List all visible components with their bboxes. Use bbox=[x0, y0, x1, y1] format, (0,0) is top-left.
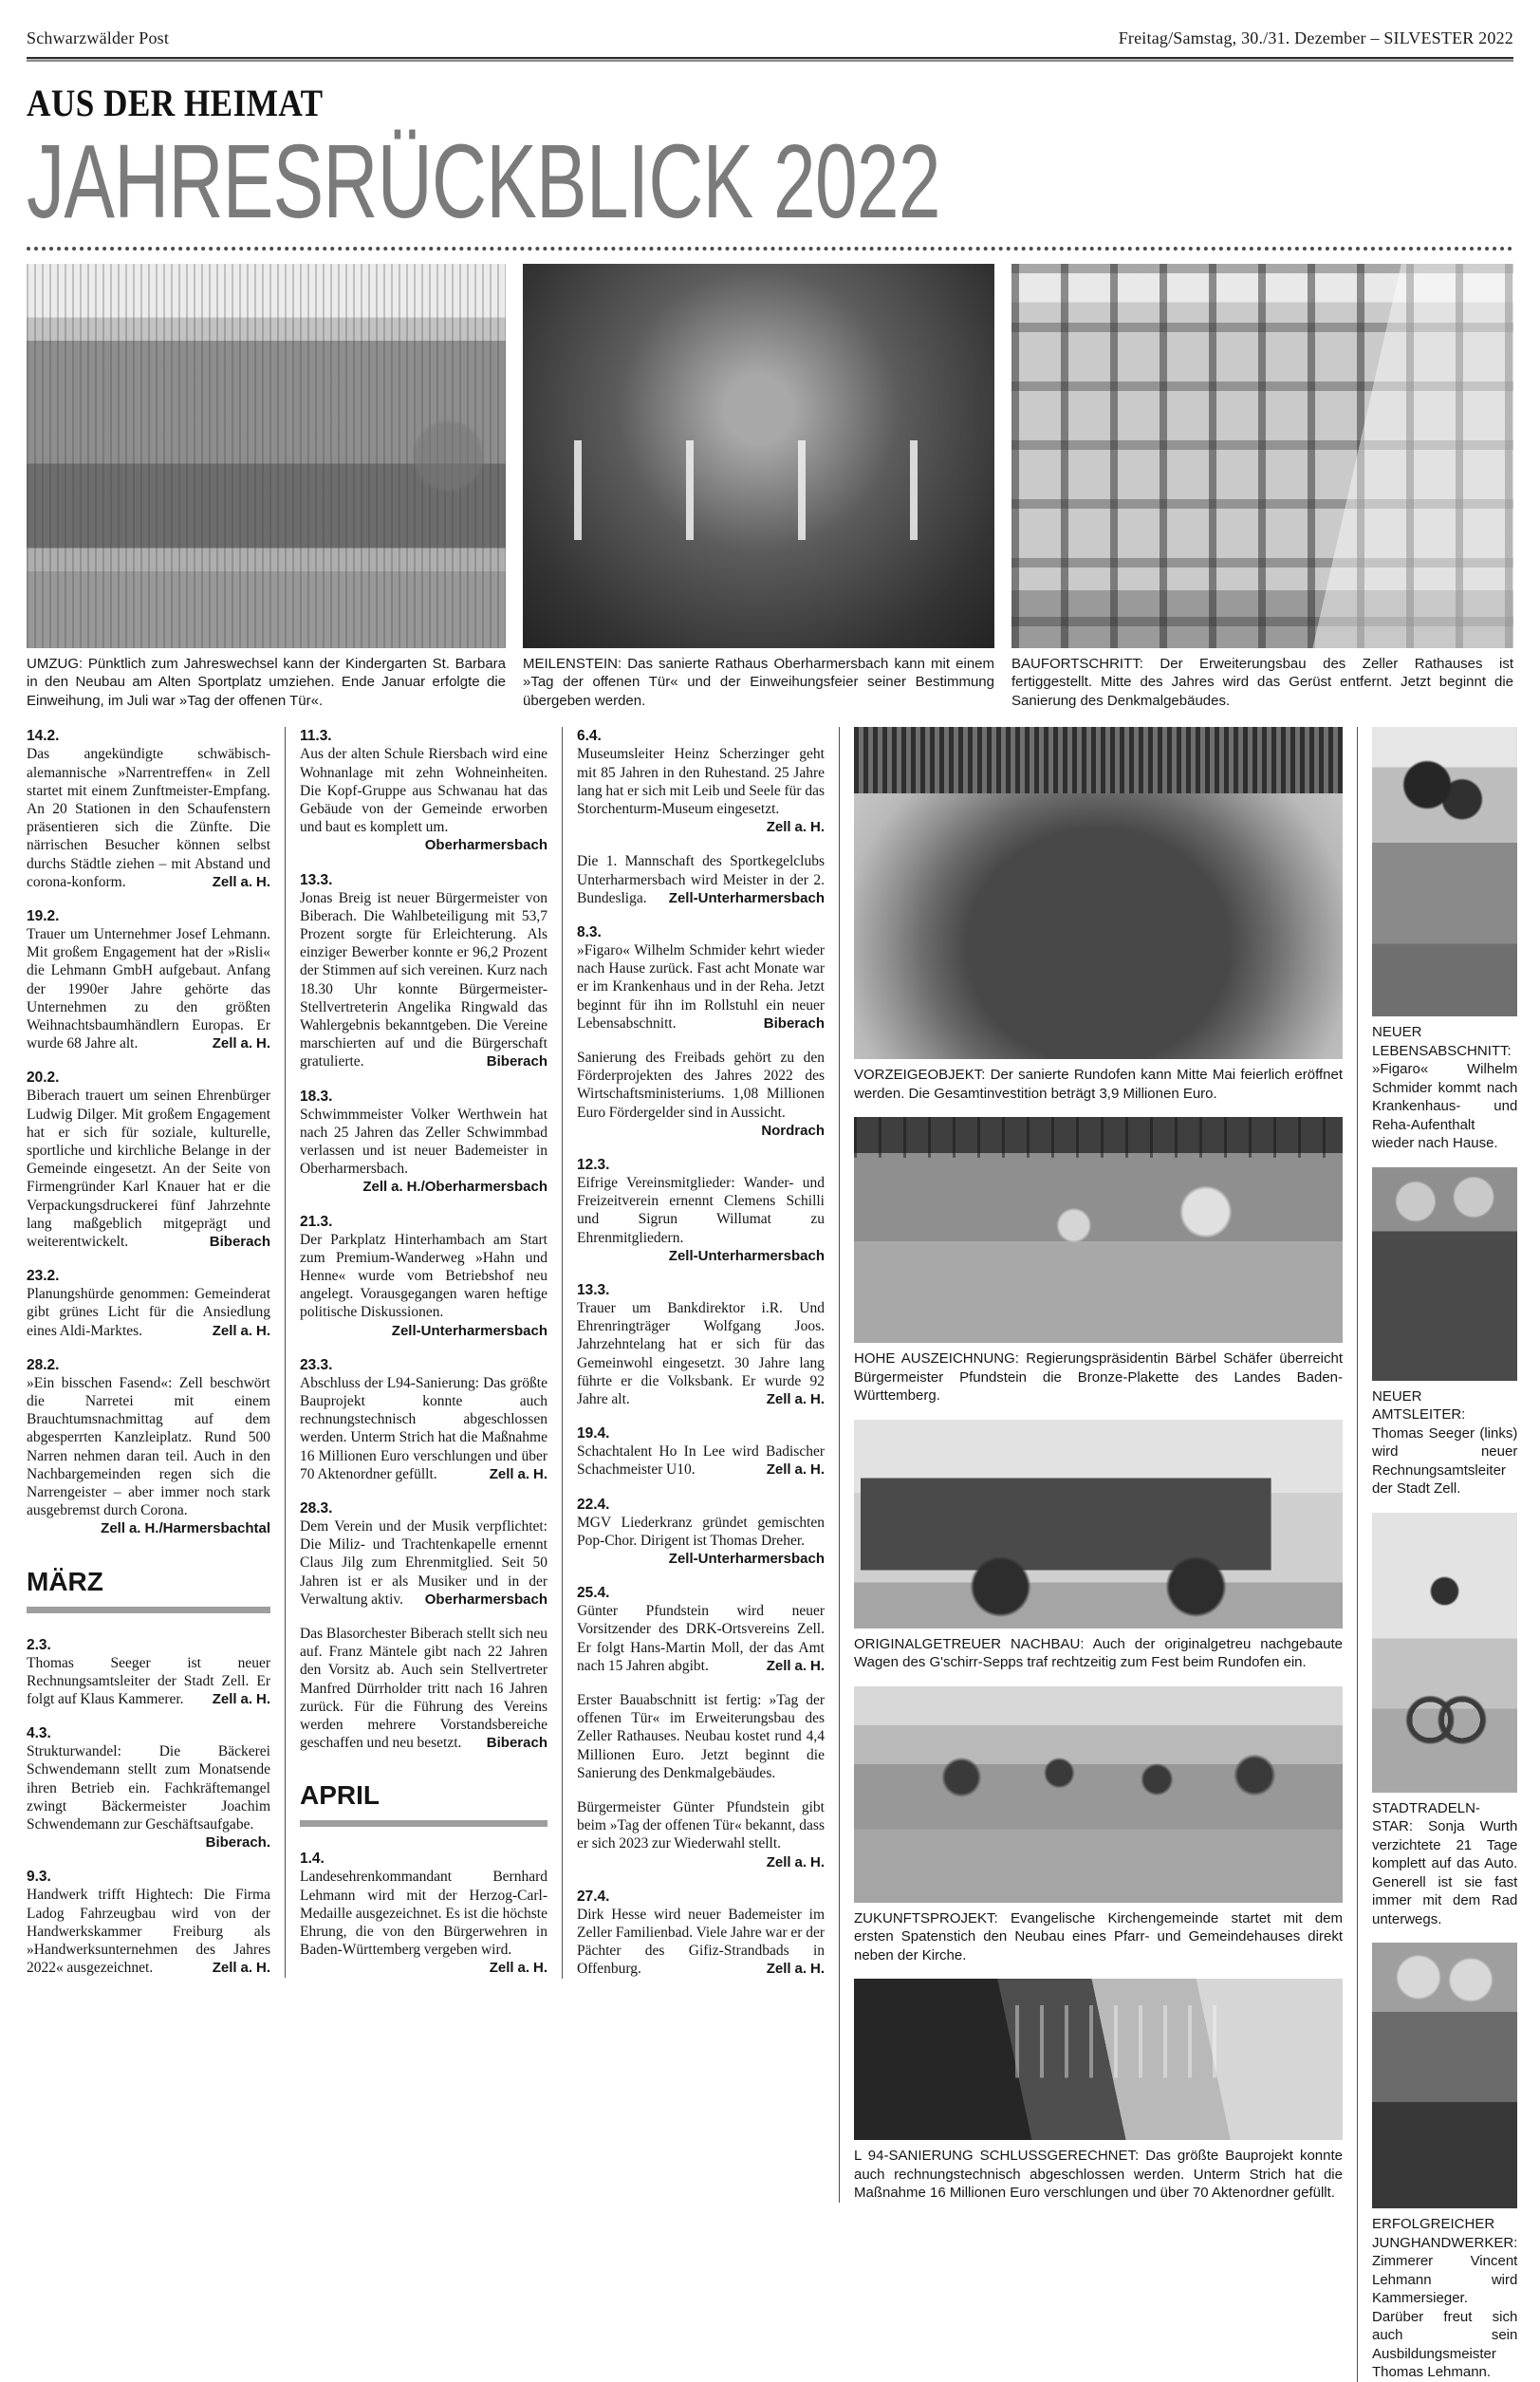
entry-text bbox=[577, 1906, 825, 1979]
entry-text bbox=[577, 1514, 825, 1569]
entry-date: 14.2. bbox=[27, 728, 60, 745]
entry-body: Das Blasorchester Biberach stellt sich neu auf. Franz Mäntele gibt nach 22 Jahren den Vorsitz ab. Auch sein Stellvertreter Manfred Dürrholder tritt nach 16 Jahren zurück. Für die Führung des Vereins werden mehrere Vorstandsbereiche geschaffen und neu besetzt. bbox=[300, 1626, 547, 1752]
entry-body: Landesehrenkommandant Bernhard Lehmann wird mit der Herzog-Carl-Medaille ausgezeichnet. Es ist die höchste Ehrung, die von den Bürgerwehren in Baden-Württemberg vergeben wird. bbox=[300, 1869, 547, 1959]
entry-body: Planungshürde genommen: Gemeinderat gibt grünes Licht für die Ansiedlung eines Aldi-Marktes. bbox=[27, 1286, 270, 1339]
entry-date: 8.3. bbox=[577, 923, 602, 940]
news-entry bbox=[27, 1724, 270, 1852]
photo-caption: ZUKUNFTSPROJEKT: Evangelische Kirchengemeinde startet mit dem ersten Spatenstich den Neubau eines Pfarr- und Gemeindehauses direkt neben der Kirche. bbox=[854, 1909, 1343, 1963]
entry-text bbox=[300, 1517, 547, 1609]
news-entry bbox=[27, 1636, 270, 1709]
news-entry bbox=[577, 1584, 825, 1675]
news-entry bbox=[300, 1213, 547, 1340]
photo-caption: BAUFORTSCHRITT: Der Erweiterungsbau des Zeller Rathauses ist fertiggestellt. Mitte des Jahres wird das Gerüst entfernt. Jetzt beginnt die Sanierung des Denkmalgebäudes. bbox=[1011, 655, 1513, 709]
photo-caption: MEILENSTEIN: Das sanierte Rathaus Oberharmersbach kann mit einem »Tag der offenen Tür« und der Einweihungsfeier seiner Bestimmung übergeben werden. bbox=[523, 655, 994, 709]
entry-body: Schwimmmeister Volker Werthwein hat nach 25 Jahren das Zeller Schwimmbad verlassen und ist neuer Bademeister in Oberharmersbach. bbox=[300, 1106, 547, 1178]
photo-vincent-lehmann-kammersieger bbox=[1372, 1943, 1517, 2208]
entry-body: Eifrige Vereinsmitglieder: Wander- und Freizeitverein ernennt Clemens Schilli und Sigrun Willumat zu Ehrenmitgliedern. bbox=[577, 1174, 825, 1246]
entry-body: Schachtalent Ho In Lee wird Badischer Schachmeister U10. bbox=[577, 1443, 825, 1479]
photo-wilhelm-schmider bbox=[1372, 727, 1517, 1016]
entry-place: Biberach bbox=[763, 1014, 825, 1032]
entry-body: Abschluss der L94-Sanierung: Das größte Bauprojekt konnte auch rechnungstechnisch abgeschlossen werden. Unterm Strich hat die Maßnahme 16 Millionen Euro verschlungen und über 70 Aktenordner gefüllt. bbox=[300, 1374, 547, 1482]
entry-place: Zell a. H. bbox=[212, 1322, 270, 1339]
news-entry bbox=[300, 1088, 547, 1197]
entry-text bbox=[27, 1087, 270, 1251]
entry-date: 13.3. bbox=[300, 871, 333, 888]
entry-date: 23.3. bbox=[300, 1356, 333, 1373]
entry-text bbox=[300, 1106, 547, 1197]
entry-body: Museumsleiter Heinz Scherzinger geht mit 85 Jahren in den Ruhestand. 25 Jahre lang hat er sich mit Leib und Seele für das Storchenturm-Museum eingesetzt. bbox=[577, 746, 825, 817]
entry-place: Zell a. H./Oberharmersbach bbox=[362, 1179, 547, 1196]
entry-date: 22.4. bbox=[577, 1496, 610, 1513]
entry-text bbox=[27, 745, 270, 891]
paper-name: Schwarzwälder Post bbox=[27, 28, 170, 47]
entry-text bbox=[577, 1049, 825, 1140]
entry-place: Zell-Unterharmersbach bbox=[668, 889, 825, 906]
entry-place: Zell-Unterharmersbach bbox=[668, 1247, 825, 1264]
news-entry bbox=[577, 1049, 825, 1140]
photo-caption: NEUER AMTSLEITER: Thomas Seeger (links) wird neuer Rechnungsamtsleiter der Stadt Zell. bbox=[1372, 1387, 1518, 1498]
photo-caption: VORZEIGEOBJEKT: Der sanierte Rundofen kann Mitte Mai feierlich eröffnet werden. Die Gesamtinvestition beträgt 3,9 Millionen Euro. bbox=[854, 1067, 1343, 1102]
entry-body: Strukturwandel: Die Bäckerei Schwendemann stellt zum Monatsende ihren Betrieb ein. Fachkräftemangel zwingt Bäckermeister Joachim Schwendemann zur Geschäftsaufgabe. bbox=[27, 1743, 270, 1833]
entry-place: Zell a. H. bbox=[212, 873, 270, 890]
top-photo-block bbox=[27, 264, 506, 711]
article-body bbox=[27, 727, 1518, 2382]
entry-place: Zell-Unterharmersbach bbox=[668, 1551, 825, 1567]
news-entry bbox=[577, 727, 825, 836]
text-column-3 bbox=[562, 727, 839, 1978]
entry-body: Jonas Breig ist neuer Bürgermeister von Biberach. Die Wahlbeteiligung mit 53,7 Prozent sorgte für Erleichterung. Als einziger Bewerber konnte er 96,2 Prozent der Stimmen auf sich vereinen. Kurz nach 18.30 Uhr konnte Bürgermeister-Stellvertreterin Angelika Ringwald das Wahlergebnis bekanntgeben. Die Vereine marschierten auf und die Bürgerschaft gratulierte. bbox=[300, 889, 547, 1070]
right-photo-block bbox=[1372, 1513, 1517, 1929]
entry-place: Zell a. H. bbox=[212, 1035, 270, 1052]
right-photo-block bbox=[1372, 727, 1517, 1153]
entry-body: »Ein bisschen Fasend«: Zell beschwört die Narretei mit einem Brauchtumsnachmittag auf dem abgesperrten Kanzleiplatz. Rund 500 Narren nehmen daran teil. Auch in den Nachbargemeinden regen sich die Narrengeister – aber immer noch stark ausgebremst durch Corona. bbox=[27, 1374, 270, 1519]
entry-body: Trauer um Unternehmer Josef Lehmann. Mit großem Engagement hat der »Risli« die Lehmann GmbH aufgebaut. Anfang der 1990er Jahre gehörte das Unternehmen zu den größten Weihnachtsbaumhändlern Europas. Er wurde 68 Jahre alt. bbox=[27, 925, 270, 1052]
entry-body: Der Parkplatz Hinterhambach am Start zum Premium-Wanderweg »Hahn und Henne« wurde vom Betriebshof neu angelegt. Vorausgegangen waren heftige politische Diskussionen. bbox=[300, 1231, 547, 1321]
dotted-divider bbox=[27, 247, 1513, 251]
news-entry bbox=[300, 1499, 547, 1609]
entry-body: Günter Pfundstein wird neuer Vorsitzender des DRK-Ortsvereins Zell. Er folgt Hans-Martin Moll, der das Amt nach 15 Jahren abgibt. bbox=[577, 1603, 825, 1674]
entry-text bbox=[27, 1886, 270, 1977]
entry-place: Biberach bbox=[486, 1735, 547, 1752]
entry-body: Thomas Seeger ist neuer Rechnungsamtsleiter der Stadt Zell. Er folgt auf Klaus Kammerer. bbox=[27, 1654, 270, 1708]
news-entry bbox=[300, 1850, 547, 1977]
month-heading: APRIL bbox=[300, 1780, 547, 1827]
entry-date: 12.3. bbox=[577, 1156, 610, 1173]
entry-date: 21.3. bbox=[300, 1213, 333, 1230]
entry-text bbox=[577, 852, 825, 907]
entry-place: Nordrach bbox=[761, 1122, 825, 1139]
entry-date: 19.4. bbox=[577, 1425, 610, 1442]
entry-text bbox=[577, 1691, 825, 1782]
entry-date: 18.3. bbox=[300, 1088, 333, 1105]
news-entry bbox=[577, 923, 825, 1033]
photo-spatenstich-gemeindehaus bbox=[854, 1686, 1343, 1903]
photo-zeller-rathaus-erweiterungsbau bbox=[1011, 264, 1513, 648]
news-entry bbox=[27, 1567, 270, 1613]
entry-text bbox=[27, 1654, 270, 1709]
entry-date: 9.3. bbox=[27, 1869, 51, 1886]
text-column-2 bbox=[285, 727, 562, 1977]
photo-caption: ORIGINALGETREUER NACHBAU: Auch der originalgetreu nachgebaute Wagen des G'schirr-Sepps traf rechtzeitig zum Fest beim Rundofen ein. bbox=[854, 1635, 1343, 1671]
news-entry bbox=[577, 1156, 825, 1265]
entry-place: Zell a. H. bbox=[766, 1961, 825, 1978]
entry-date: 19.2. bbox=[27, 907, 60, 924]
news-entry bbox=[300, 1625, 547, 1752]
news-entry bbox=[300, 1780, 547, 1827]
entry-body: Trauer um Bankdirektor i.R. Und Ehrenringträger Wolfgang Joos. Jahrzehntelang hat er sich für das Gemeinwohl eingesetzt. 30 Jahre lang führte er die Volksbank. Er wurde 92 Jahre alt. bbox=[577, 1299, 825, 1407]
entry-text bbox=[577, 1442, 825, 1479]
news-entry bbox=[577, 1424, 825, 1479]
entry-place: Zell-Unterharmersbach bbox=[391, 1322, 547, 1339]
month-heading: MÄRZ bbox=[27, 1567, 270, 1613]
entry-place: Zell a. H. bbox=[766, 819, 825, 836]
photo-column-middle bbox=[839, 727, 1357, 2203]
entry-body: »Figaro« Wilhelm Schmider kehrt wieder nach Hause zurück. Fast acht Monate war er im Krankenhaus und in der Reha. Jetzt beginnt für ihn im Rollstuhl ein neuer Lebensabschnitt. bbox=[577, 941, 825, 1032]
entry-place: Biberach bbox=[209, 1233, 270, 1250]
photo-bronze-plakette-verleihung bbox=[854, 1117, 1343, 1343]
entry-text bbox=[577, 1299, 825, 1408]
masthead bbox=[27, 28, 1513, 48]
entry-body: Sanierung des Freibads gehört zu den Förderprojekten des Jahres 2022 des Wirtschaftsministeriums. 1,08 Millionen Euro Fördergelder sind in Aussicht. bbox=[577, 1049, 825, 1121]
photo-caption: NEUER LEBENSABSCHNITT: »Figaro« Wilhelm Schmider kommt nach Krankenhaus- und Reha-Aufenthalt wieder nach Hause. bbox=[1372, 1024, 1518, 1152]
entry-text bbox=[577, 941, 825, 1033]
entry-date: 20.2. bbox=[27, 1070, 60, 1087]
middle-photo-block bbox=[854, 1420, 1343, 1672]
entry-date: 27.4. bbox=[577, 1888, 610, 1905]
section-kicker: AUS DER HEIMAT bbox=[27, 82, 324, 124]
news-entry bbox=[577, 1281, 825, 1408]
entry-body: Erster Bauabschnitt ist fertig: »Tag der offenen Tür« im Erweiterungsbau des Zeller Rathauses. Neubau kostet rund 4,4 Millionen Euro. Jetzt beginnt die Sanierung des Denkmalgebäudes. bbox=[577, 1692, 825, 1781]
entry-date: 25.4. bbox=[577, 1585, 610, 1602]
entry-place: Oberharmersbach bbox=[424, 1591, 547, 1608]
entry-date: 23.2. bbox=[27, 1268, 60, 1285]
entry-text bbox=[27, 1742, 270, 1852]
photo-sonja-wurth-stadtradeln bbox=[1372, 1513, 1517, 1793]
photo-kindergarten-neubau bbox=[27, 264, 506, 648]
news-entry bbox=[27, 1069, 270, 1251]
entry-date: 6.4. bbox=[577, 728, 602, 745]
entry-text bbox=[577, 1798, 825, 1871]
photo-caption: L 94-SANIERUNG SCHLUSSGERECHNET: Das größte Bauprojekt konnte auch rechnungstechnisch abgeschlossen werden. Unterm Strich hat die Maßnahme 16 Millionen Euro verschlungen und über 70 Aktenordner gefüllt. bbox=[854, 2148, 1343, 2202]
news-entry bbox=[27, 727, 270, 891]
news-entry bbox=[577, 1496, 825, 1569]
entry-body: Dem Verein und der Musik verpflichtet: Die Miliz- und Trachtenkapelle ernennt Claus Jilg zum Ehrenmitglied. Seit 50 Jahren ist er als Musiker und in der Verwaltung aktiv. bbox=[300, 1518, 547, 1608]
entry-place: Oberharmersbach bbox=[424, 837, 547, 854]
news-entry bbox=[300, 727, 547, 854]
entry-text bbox=[300, 745, 547, 854]
middle-photo-block bbox=[854, 1979, 1343, 2203]
entry-place: Zell a. H. bbox=[489, 1465, 547, 1482]
entry-place: Biberach bbox=[486, 1053, 547, 1070]
entry-body: Biberach trauert um seinen Ehrenbürger Ludwig Dilger. Mit großem Engagement hat er sich für soziale, kulturelle, sportliche und kirchliche Belange in der Gemeinde eingesetzt. An der Seite von Firmengründer Karl Knauer hat er die Verpackungsdruckerei fünf Jahrzehnte lang maßgeblich mitgeprägt und weiterentwickelt. bbox=[27, 1088, 270, 1250]
top-photo-block bbox=[523, 264, 994, 711]
page-title: JAHRESRÜCKBLICK 2022 bbox=[27, 123, 940, 240]
photo-caption: UMZUG: Pünktlich zum Jahreswechsel kann der Kindergarten St. Barbara in den Neubau am Alten Sportplatz umziehen. Ende Januar erfolgte die Einweihung, im Juli war »Tag der offenen Tür«. bbox=[27, 655, 506, 709]
entry-place: Zell a. H. bbox=[766, 1390, 825, 1407]
photo-thomas-seeger bbox=[1372, 1167, 1517, 1381]
middle-photo-block bbox=[854, 1117, 1343, 1405]
photo-rundofen bbox=[854, 727, 1343, 1059]
entry-body: Das angekündigte schwäbisch-alemannische »Narrentreffen« in Zell startet mit einem Zunftmeister-Empfang. An 20 Stationen in den Schaufenstern präsentieren sich die Zünfte. Die närrischen Besucher können selbst durchs Städtle ziehen – mit Abstand und corona-konform. bbox=[27, 746, 270, 890]
photo-gschirr-sepp-wagen bbox=[854, 1420, 1343, 1628]
entry-text bbox=[300, 1231, 547, 1340]
entry-place: Zell a. H. bbox=[489, 1960, 547, 1977]
entry-text bbox=[300, 1625, 547, 1752]
entry-text bbox=[300, 889, 547, 1071]
photo-column-right bbox=[1357, 727, 1517, 2382]
entry-text bbox=[577, 1602, 825, 1675]
photo-rathaus-oberharmersbach-nacht bbox=[523, 264, 994, 648]
middle-photo-block bbox=[854, 1686, 1343, 1965]
news-entry bbox=[27, 1868, 270, 1977]
entry-text bbox=[577, 745, 825, 836]
entry-date: 2.3. bbox=[27, 1636, 51, 1653]
entry-text bbox=[300, 1868, 547, 1977]
entry-date: 4.3. bbox=[27, 1725, 51, 1742]
issue-date: Freitag/Samstag, 30./31. Dezember – SILVESTER 2022 bbox=[1118, 28, 1513, 47]
entry-text bbox=[27, 1285, 270, 1340]
entry-body: Handwerk trifft Hightech: Die Firma Ladog Fahrzeugbau wird von der Handwerkskammer Freiburg als »Handwerksunternehmen des Jahres 2022« ausgezeichnet. bbox=[27, 1887, 270, 1977]
entry-body: Die 1. Mannschaft des Sportkegelclubs Unterharmersbach wird Meister in der 2. Bundesliga. bbox=[577, 853, 825, 906]
entry-text bbox=[27, 1374, 270, 1538]
right-photo-block bbox=[1372, 1167, 1517, 1498]
entry-text bbox=[577, 1174, 825, 1265]
top-photo-row bbox=[27, 264, 1513, 711]
entry-body: MGV Liederkranz gründet gemischten Pop-Chor. Dirigent ist Thomas Dreher. bbox=[577, 1514, 825, 1549]
top-photo-block bbox=[1011, 264, 1513, 711]
entry-place: Zell a. H. bbox=[766, 1461, 825, 1479]
entry-body: Bürgermeister Günter Pfundstein gibt beim »Tag der offenen Tür« bekannt, dass er sich 2023 zur Wiederwahl stellt. bbox=[577, 1799, 825, 1852]
photo-caption: ERFOLGREICHER JUNGHANDWERKER: Zimmerer Vincent Lehmann wird Kammersieger. Darüber freut sich auch sein Ausbildungsmeister Thomas Lehmann. bbox=[1372, 2216, 1518, 2381]
middle-photo-block bbox=[854, 727, 1343, 1103]
entry-place: Biberach. bbox=[205, 1834, 270, 1852]
news-entry bbox=[577, 1888, 825, 1979]
news-entry bbox=[27, 1356, 270, 1538]
entry-text bbox=[300, 1374, 547, 1483]
entry-place: Zell a. H. bbox=[212, 1960, 270, 1977]
entry-date: 11.3. bbox=[300, 728, 332, 745]
masthead-rule bbox=[27, 57, 1513, 62]
news-entry bbox=[300, 871, 547, 1071]
entry-body: Dirk Hesse wird neuer Bademeister im Zeller Familienbad. Viele Jahre war er der Pächter des Gifiz-Strandbads in Offenburg. bbox=[577, 1906, 825, 1978]
text-column-1 bbox=[27, 727, 285, 1977]
news-entry bbox=[27, 907, 270, 1052]
entry-date: 13.3. bbox=[577, 1281, 610, 1298]
entry-text bbox=[27, 925, 270, 1052]
photo-caption: HOHE AUSZEICHNUNG: Regierungspräsidentin Bärbel Schäfer überreicht Bürgermeister Pfundstein die Bronze-Plakette des Landes Baden-Württemberg. bbox=[854, 1350, 1343, 1405]
photo-l94-aktenordner bbox=[854, 1979, 1343, 2140]
entry-place: Zell a. H. bbox=[212, 1691, 270, 1708]
photo-caption: STADTRADELN-STAR: Sonja Wurth verzichtete 21 Tage komplett auf das Auto. Generell ist sie fast immer mit dem Rad unterwegs. bbox=[1372, 1799, 1518, 1927]
entry-date: 1.4. bbox=[300, 1851, 325, 1868]
right-photo-block bbox=[1372, 1943, 1517, 2382]
news-entry bbox=[577, 1798, 825, 1871]
news-entry bbox=[27, 1267, 270, 1340]
entry-place: Zell a. H. bbox=[766, 1657, 825, 1674]
entry-place: Zell a. H. bbox=[766, 1853, 825, 1870]
news-entry bbox=[300, 1356, 547, 1483]
news-entry bbox=[577, 1691, 825, 1782]
entry-date: 28.2. bbox=[27, 1356, 60, 1373]
entry-body: Aus der alten Schule Riersbach wird eine Wohnanlage mit zehn Wohneinheiten. Die Kopf-Gruppe aus Schwanau hat das Gebäude von der Gemeinde erworben und baut es komplett um. bbox=[300, 746, 547, 836]
entry-place: Zell a. H./Harmersbachtal bbox=[101, 1520, 270, 1537]
news-entry bbox=[577, 852, 825, 907]
entry-date: 28.3. bbox=[300, 1500, 333, 1517]
